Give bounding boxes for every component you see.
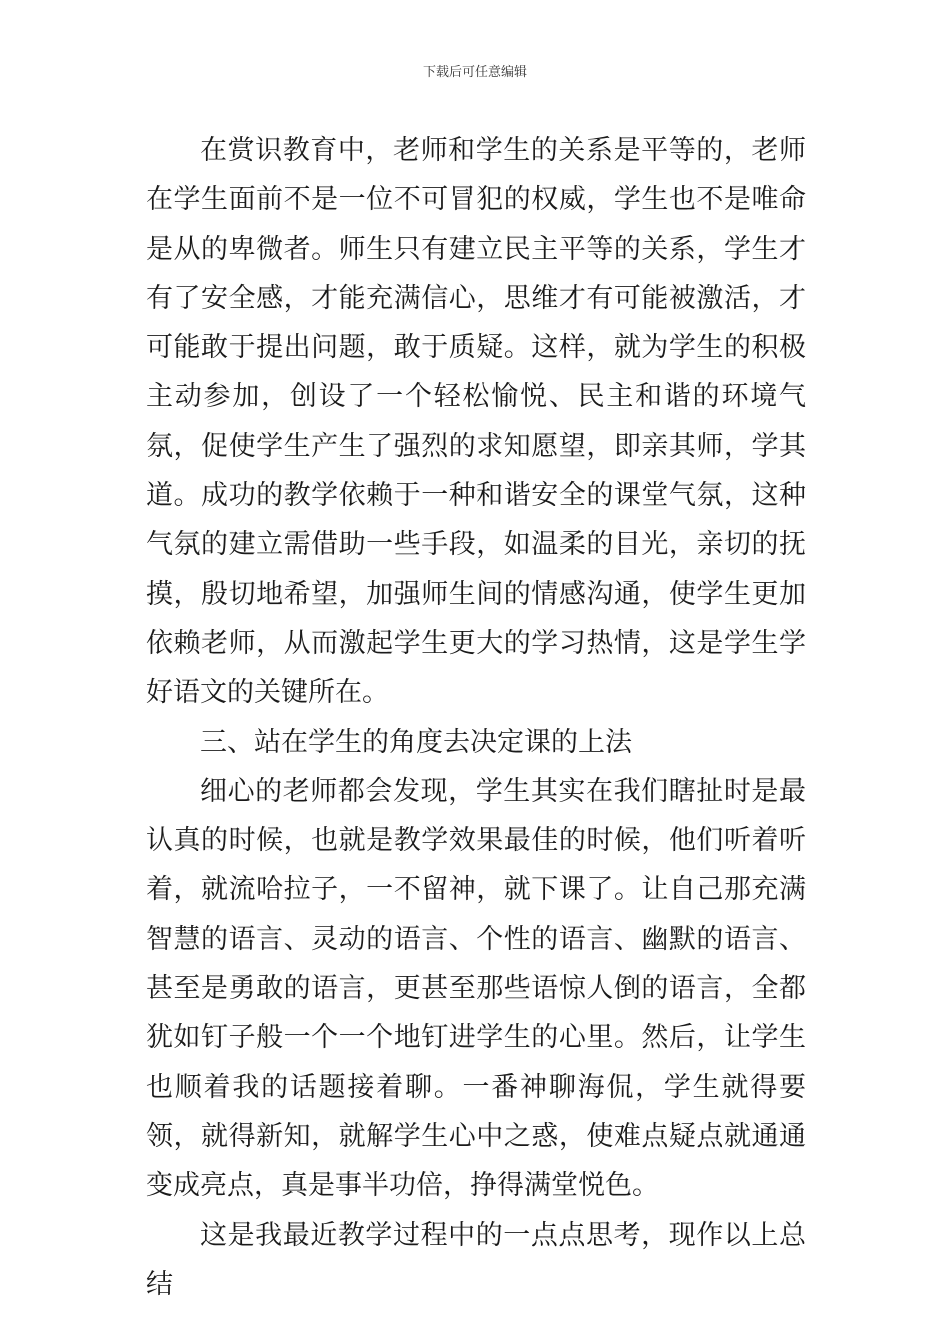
section-heading-three: 三、站在学生的角度去决定课的上法: [200, 726, 632, 758]
page-header: 下载后可任意编辑: [422, 65, 527, 80]
paragraph-summary: 这是我最近教学过程中的一点点思考，现作以上总结: [146, 1219, 806, 1300]
paragraph-appreciation-education: 在赏识教育中，老师和学生的关系是平等的，老师在学生面前不是一位不可冒犯的权威，学生也不是唯命是从的卑微者。师生只有建立民主平等的关系，学生才有了安全感，才能充满信心，思维才有可能被激活，才可能敢于提出问题，敢于质疑。这样，就为学生的积极主动参加，创设了一个轻松愉悦、民主和谐的环境气氛，促使学生产生了强烈的求知愿望，即亲其师，学其道。成功的教学依赖于一种和谐安全的课堂气氛，这种气氛的建立需借助一些手段，如温柔的目光，亲切的抚摸，殷切地希望，加强师生间的情感沟通，使学生更加依赖老师，从而激起学生更大的学习热情，这是学生学好语文的关键所在。: [146, 135, 806, 709]
paragraph-student-perspective: 细心的老师都会发现，学生其实在我们瞎扯时是最认真的时候，也就是教学效果最佳的时候，他们听着听着，就流哈拉子，一不留神，就下课了。让自己那充满智慧的语言、灵动的语言、个性的语言、幽默的语言、甚至是勇敢的语言，更甚至那些语惊人倒的语言，全都犹如钉子般一个一个地钉进学生的心里。然后，让学生也顺着我的话题接着聊。一番神聊海侃，学生就得要领，就得新知，就解学生心中之惑，使难点疑点就通通变成亮点，真是事半功倍，挣得满堂悦色。: [146, 775, 806, 1202]
document-body: [146, 126, 806, 1309]
